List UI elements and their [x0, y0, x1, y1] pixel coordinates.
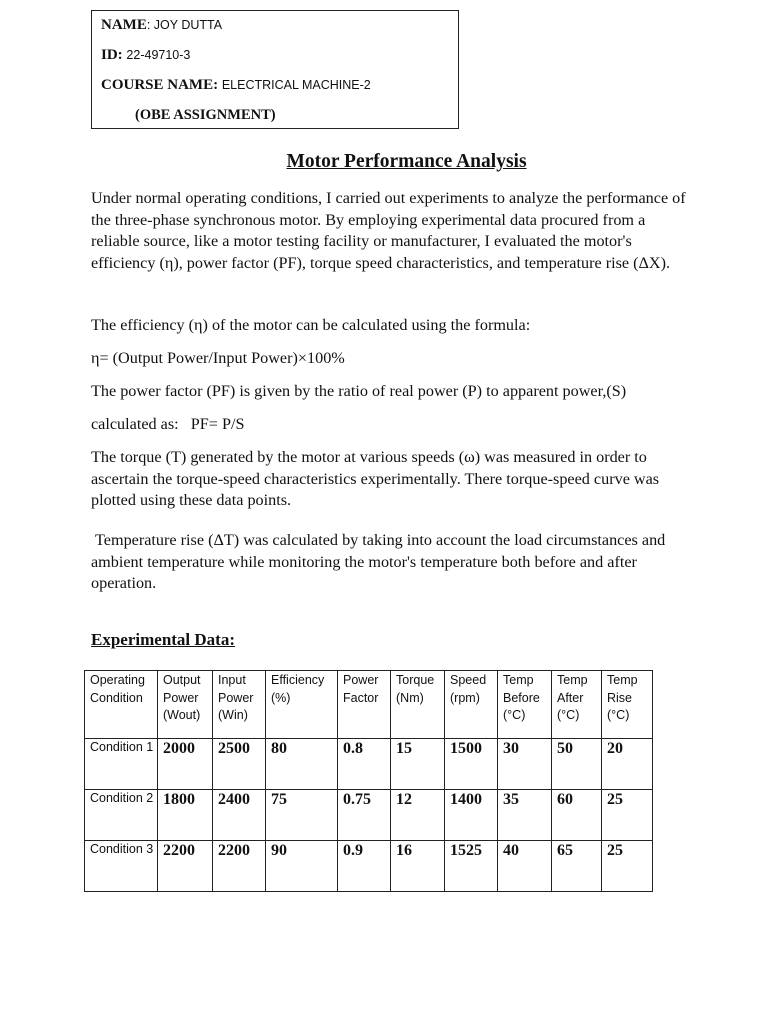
- course-line: [101, 77, 371, 94]
- table-cell: 0.9: [338, 841, 391, 892]
- name-label: NAME: [101, 17, 147, 33]
- column-header: Efficiency (%): [266, 671, 338, 739]
- table-cell: Condition 1: [85, 739, 158, 790]
- table-cell: 2400: [213, 790, 266, 841]
- column-header: Torque (Nm): [391, 671, 445, 739]
- name-line: NAME: JOY DUTTA: [101, 17, 223, 33]
- column-header: Temp Before (°C): [498, 671, 552, 739]
- table-cell: 0.8: [338, 739, 391, 790]
- efficiency-formula: η= (Output Power/Input Power)×100%: [91, 349, 345, 367]
- table-cell: 25: [602, 790, 653, 841]
- table-cell: 60: [552, 790, 602, 841]
- experimental-data-table: [84, 670, 653, 892]
- assignment-label: (OBE ASSIGNMENT): [135, 107, 276, 123]
- table-cell: 80: [266, 739, 338, 790]
- name-value: JOY DUTTA: [153, 18, 223, 32]
- column-header: Speed (rpm): [445, 671, 498, 739]
- temperature-paragraph: Temperature rise (ΔT) was calculated by taking into account the load circumstances and ambient temperature while monitoring the motor's temperature both before and after operation.: [91, 531, 670, 593]
- table-cell: 1525: [445, 841, 498, 892]
- table-cell: 75: [266, 790, 338, 841]
- table-cell: 1400: [445, 790, 498, 841]
- table-cell: 2200: [158, 841, 213, 892]
- table-row: [85, 739, 653, 790]
- table-cell: 0.75: [338, 790, 391, 841]
- power-factor-paragraph: The power factor (PF) is given by the ratio of real power (P) to apparent power,(S): [91, 382, 627, 400]
- table-cell: 25: [602, 841, 653, 892]
- table-cell: Condition 3: [85, 841, 158, 892]
- intro-paragraph: Under normal operating conditions, I carried out experiments to analyze the performance of the three-phase synchronous motor. By employing experimental data procured from a reliable source, like a motor testing facility or manufacturer, I evaluated the motor's efficiency (η), power factor (PF), torque speed characteristics, and temperature rise (ΔX).: [91, 189, 686, 272]
- table-cell: 1800: [158, 790, 213, 841]
- column-header: Operating Condition: [85, 671, 158, 739]
- table-cell: 50: [552, 739, 602, 790]
- document-title: Motor Performance Analysis: [286, 151, 527, 172]
- table-cell: 65: [552, 841, 602, 892]
- efficiency-paragraph: The efficiency (η) of the motor can be calculated using the formula:: [91, 316, 531, 334]
- student-info-box: [91, 10, 459, 129]
- column-header: Input Power (Win): [213, 671, 266, 739]
- column-header: Output Power (Wout): [158, 671, 213, 739]
- course-label: COURSE NAME:: [101, 77, 219, 93]
- table-cell: 30: [498, 739, 552, 790]
- table-cell: 40: [498, 841, 552, 892]
- table-row: [85, 790, 653, 841]
- table-cell: 35: [498, 790, 552, 841]
- id-value: 22-49710-3: [126, 48, 191, 62]
- course-value: ELECTRICAL MACHINE-2: [221, 78, 371, 92]
- column-header: Temp Rise (°C): [602, 671, 653, 739]
- table-cell: Condition 2: [85, 790, 158, 841]
- table-cell: 1500: [445, 739, 498, 790]
- id-label: ID:: [101, 47, 123, 63]
- table-cell: 20: [602, 739, 653, 790]
- table-cell: 90: [266, 841, 338, 892]
- table-cell: 2000: [158, 739, 213, 790]
- table-cell: 2200: [213, 841, 266, 892]
- table-cell: 15: [391, 739, 445, 790]
- column-header: Temp After (°C): [552, 671, 602, 739]
- torque-paragraph: The torque (T) generated by the motor at various speeds (ω) was measured in order to ascertain the torque-speed characteristics experimentally. There torque-speed curve was plotted using these data points.: [91, 448, 660, 510]
- id-line: [101, 47, 190, 64]
- experimental-data-heading: Experimental Data:: [91, 630, 236, 649]
- table-cell: 2500: [213, 739, 266, 790]
- power-factor-formula: calculated as: PF= P/S: [91, 415, 245, 433]
- table-cell: 12: [391, 790, 445, 841]
- table-header-row: [85, 671, 653, 739]
- column-header: Power Factor: [338, 671, 391, 739]
- table-cell: 16: [391, 841, 445, 892]
- table-row: [85, 841, 653, 892]
